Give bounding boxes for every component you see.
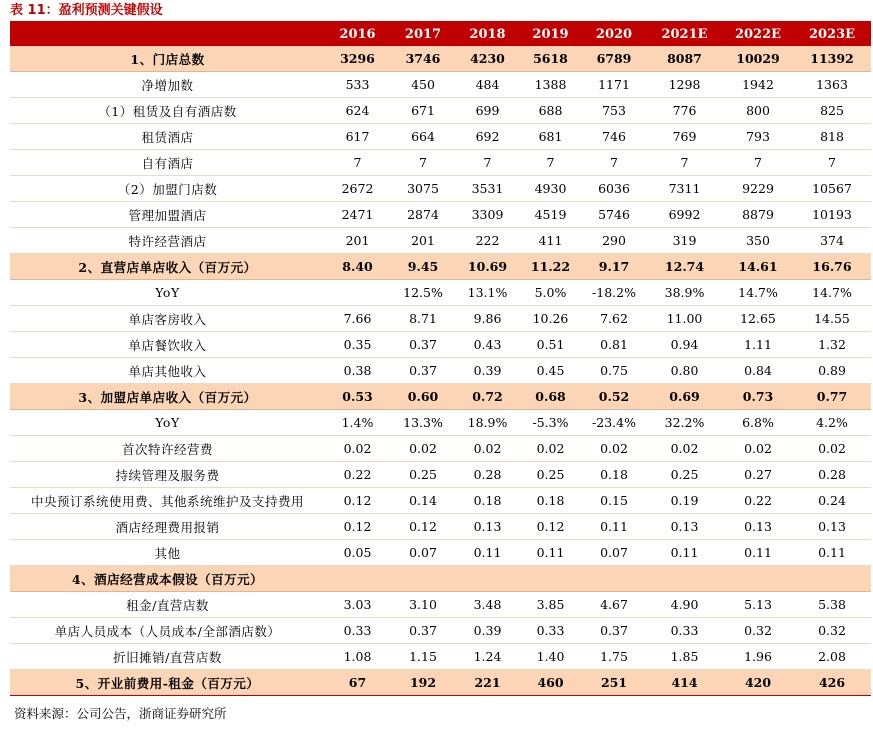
value-cell: 10.69 <box>456 254 519 280</box>
value-cell: 374 <box>793 228 871 254</box>
value-cell: 0.07 <box>390 540 456 566</box>
header-label-cell <box>10 22 325 46</box>
value-cell: 7311 <box>646 176 723 202</box>
value-cell: 4.67 <box>582 592 646 618</box>
value-cell: 681 <box>519 124 582 150</box>
section-row <box>10 670 871 696</box>
value-cell: 4230 <box>456 46 519 72</box>
value-cell: 4.90 <box>646 592 723 618</box>
value-cell: 769 <box>646 124 723 150</box>
row-label: 租赁酒店 <box>10 124 325 150</box>
value-cell: 0.25 <box>519 462 582 488</box>
value-cell: 0.39 <box>456 358 519 384</box>
value-cell: 290 <box>582 228 646 254</box>
header-year-cell: 2020 <box>582 22 646 46</box>
row-label: 折旧摊销/直营店数 <box>10 644 325 670</box>
value-cell: 201 <box>325 228 390 254</box>
value-cell <box>390 566 456 592</box>
value-cell: 3309 <box>456 202 519 228</box>
value-cell: 0.22 <box>723 488 793 514</box>
value-cell: 0.11 <box>723 540 793 566</box>
value-cell: 0.51 <box>519 332 582 358</box>
value-cell: 0.37 <box>390 332 456 358</box>
table-row <box>10 618 871 644</box>
value-cell: 0.13 <box>793 514 871 540</box>
value-cell <box>325 280 390 306</box>
value-cell <box>582 566 646 592</box>
source-note: 资料来源：公司公告，浙商证券研究所 <box>14 706 227 721</box>
value-cell: 13.1% <box>456 280 519 306</box>
value-cell: 10.26 <box>519 306 582 332</box>
value-cell: 6036 <box>582 176 646 202</box>
value-cell <box>456 566 519 592</box>
value-cell: 2.08 <box>793 644 871 670</box>
value-cell: 13.3% <box>390 410 456 436</box>
value-cell: 617 <box>325 124 390 150</box>
value-cell: 484 <box>456 72 519 98</box>
value-cell: 0.15 <box>582 488 646 514</box>
row-label: 1、门店总数 <box>10 46 325 72</box>
value-cell: 0.39 <box>456 618 519 644</box>
value-cell: 0.12 <box>519 514 582 540</box>
value-cell: 3.85 <box>519 592 582 618</box>
value-cell: 0.37 <box>390 358 456 384</box>
header-year-cell: 2022E <box>723 22 793 46</box>
row-label: 5、开业前费用-租金（百万元） <box>10 670 325 696</box>
value-cell: 5.13 <box>723 592 793 618</box>
value-cell: 5.0% <box>519 280 582 306</box>
row-label: YoY <box>10 280 325 306</box>
value-cell: 6992 <box>646 202 723 228</box>
value-cell: 7 <box>723 150 793 176</box>
value-cell: 0.02 <box>582 436 646 462</box>
value-cell: 7.62 <box>582 306 646 332</box>
value-cell: 8.71 <box>390 306 456 332</box>
value-cell: 201 <box>390 228 456 254</box>
value-cell: 350 <box>723 228 793 254</box>
value-cell: 0.94 <box>646 332 723 358</box>
forecast-table <box>10 22 871 696</box>
value-cell: 7 <box>456 150 519 176</box>
value-cell: 16.76 <box>793 254 871 280</box>
value-cell: 319 <box>646 228 723 254</box>
value-cell: 1.75 <box>582 644 646 670</box>
value-cell: 0.11 <box>456 540 519 566</box>
value-cell: 3.10 <box>390 592 456 618</box>
value-cell: 2874 <box>390 202 456 228</box>
value-cell: 0.37 <box>582 618 646 644</box>
value-cell: 0.12 <box>325 488 390 514</box>
value-cell <box>793 566 871 592</box>
value-cell: 0.12 <box>325 514 390 540</box>
value-cell: 12.65 <box>723 306 793 332</box>
value-cell: 1.4% <box>325 410 390 436</box>
value-cell: 0.53 <box>325 384 390 410</box>
value-cell: 2672 <box>325 176 390 202</box>
table-row <box>10 150 871 176</box>
value-cell: 0.02 <box>793 436 871 462</box>
table-row <box>10 488 871 514</box>
value-cell: 4519 <box>519 202 582 228</box>
value-cell: 11.00 <box>646 306 723 332</box>
value-cell: 1298 <box>646 72 723 98</box>
value-cell: 0.80 <box>646 358 723 384</box>
table-row <box>10 124 871 150</box>
value-cell: 0.75 <box>582 358 646 384</box>
value-cell: 0.02 <box>456 436 519 462</box>
header-year-cell: 2016 <box>325 22 390 46</box>
row-label: 特许经营酒店 <box>10 228 325 254</box>
value-cell: 1.32 <box>793 332 871 358</box>
table-row <box>10 228 871 254</box>
value-cell: 0.33 <box>325 618 390 644</box>
value-cell: 800 <box>723 98 793 124</box>
value-cell: 1.15 <box>390 644 456 670</box>
value-cell: 0.11 <box>582 514 646 540</box>
value-cell: 1942 <box>723 72 793 98</box>
value-cell: 7 <box>582 150 646 176</box>
value-cell: 0.72 <box>456 384 519 410</box>
value-cell: 692 <box>456 124 519 150</box>
value-cell: 192 <box>390 670 456 696</box>
value-cell: 818 <box>793 124 871 150</box>
row-label: 首次特许经营费 <box>10 436 325 462</box>
table-title: 表 11：盈利预测关键假设 <box>10 3 163 18</box>
row-label: 单店餐饮收入 <box>10 332 325 358</box>
value-cell: 7.66 <box>325 306 390 332</box>
value-cell: 0.13 <box>646 514 723 540</box>
value-cell: 1.96 <box>723 644 793 670</box>
value-cell: 0.73 <box>723 384 793 410</box>
value-cell: 1.85 <box>646 644 723 670</box>
value-cell: 0.12 <box>390 514 456 540</box>
value-cell: 10029 <box>723 46 793 72</box>
value-cell: 0.22 <box>325 462 390 488</box>
value-cell: 18.9% <box>456 410 519 436</box>
value-cell: 1171 <box>582 72 646 98</box>
value-cell <box>646 566 723 592</box>
value-cell: 688 <box>519 98 582 124</box>
value-cell: 411 <box>519 228 582 254</box>
value-cell: 3296 <box>325 46 390 72</box>
value-cell: -23.4% <box>582 410 646 436</box>
value-cell: 11.22 <box>519 254 582 280</box>
value-cell: 7 <box>325 150 390 176</box>
value-cell: 825 <box>793 98 871 124</box>
value-cell: 10193 <box>793 202 871 228</box>
row-label: 单店人员成本（人员成本/全部酒店数） <box>10 618 325 644</box>
value-cell: 0.14 <box>390 488 456 514</box>
value-cell: 3531 <box>456 176 519 202</box>
row-label: 3、加盟店单店收入（百万元） <box>10 384 325 410</box>
value-cell: 222 <box>456 228 519 254</box>
header-year-cell: 2018 <box>456 22 519 46</box>
value-cell: 0.84 <box>723 358 793 384</box>
value-cell: 32.2% <box>646 410 723 436</box>
value-cell: 671 <box>390 98 456 124</box>
value-cell: 1.11 <box>723 332 793 358</box>
value-cell: 0.11 <box>646 540 723 566</box>
value-cell: 12.5% <box>390 280 456 306</box>
row-label: 酒店经理费用报销 <box>10 514 325 540</box>
value-cell: 4930 <box>519 176 582 202</box>
value-cell: 460 <box>519 670 582 696</box>
value-cell: 0.28 <box>456 462 519 488</box>
value-cell: 0.02 <box>646 436 723 462</box>
table-row <box>10 202 871 228</box>
value-cell: 0.02 <box>519 436 582 462</box>
value-cell: 3075 <box>390 176 456 202</box>
value-cell: 0.77 <box>793 384 871 410</box>
section-row <box>10 46 871 72</box>
value-cell: 0.35 <box>325 332 390 358</box>
value-cell: 8087 <box>646 46 723 72</box>
header-year-cell: 2019 <box>519 22 582 46</box>
value-cell: 67 <box>325 670 390 696</box>
row-label: 2、直营店单店收入（百万元） <box>10 254 325 280</box>
table-row <box>10 98 871 124</box>
row-label: 持续管理及服务费 <box>10 462 325 488</box>
value-cell: 2471 <box>325 202 390 228</box>
value-cell: 0.37 <box>390 618 456 644</box>
value-cell: 0.45 <box>519 358 582 384</box>
row-label: （1）租赁及自有酒店数 <box>10 98 325 124</box>
value-cell: 0.11 <box>793 540 871 566</box>
value-cell: 10567 <box>793 176 871 202</box>
value-cell: 753 <box>582 98 646 124</box>
value-cell: 533 <box>325 72 390 98</box>
table-row <box>10 280 871 306</box>
row-label: YoY <box>10 410 325 436</box>
value-cell: 1.40 <box>519 644 582 670</box>
value-cell: 251 <box>582 670 646 696</box>
value-cell: 0.18 <box>519 488 582 514</box>
header-year-cell: 2017 <box>390 22 456 46</box>
header-year-cell: 2021E <box>646 22 723 46</box>
value-cell: 0.18 <box>582 462 646 488</box>
value-cell: 12.74 <box>646 254 723 280</box>
value-cell: 221 <box>456 670 519 696</box>
table-row <box>10 358 871 384</box>
value-cell: 1.08 <box>325 644 390 670</box>
value-cell: 0.33 <box>519 618 582 644</box>
table-row <box>10 72 871 98</box>
value-cell: 9.45 <box>390 254 456 280</box>
value-cell: 7 <box>646 150 723 176</box>
value-cell: 1363 <box>793 72 871 98</box>
section-row <box>10 566 871 592</box>
table-row <box>10 592 871 618</box>
row-label: （2）加盟门店数 <box>10 176 325 202</box>
value-cell: 0.38 <box>325 358 390 384</box>
value-cell: 3746 <box>390 46 456 72</box>
row-label: 单店客房收入 <box>10 306 325 332</box>
value-cell: 14.7% <box>723 280 793 306</box>
value-cell: 0.33 <box>646 618 723 644</box>
row-label: 其他 <box>10 540 325 566</box>
value-cell: 3.03 <box>325 592 390 618</box>
value-cell: -18.2% <box>582 280 646 306</box>
value-cell: 426 <box>793 670 871 696</box>
value-cell: 624 <box>325 98 390 124</box>
value-cell: 0.32 <box>793 618 871 644</box>
value-cell: 14.7% <box>793 280 871 306</box>
value-cell: 450 <box>390 72 456 98</box>
value-cell: 793 <box>723 124 793 150</box>
value-cell: 0.52 <box>582 384 646 410</box>
header-year-cell: 2023E <box>793 22 871 46</box>
table-row <box>10 410 871 436</box>
value-cell <box>519 566 582 592</box>
row-label: 租金/直营店数 <box>10 592 325 618</box>
value-cell: 0.24 <box>793 488 871 514</box>
value-cell: 7 <box>390 150 456 176</box>
value-cell: 8.40 <box>325 254 390 280</box>
header-row <box>10 22 871 46</box>
section-row <box>10 254 871 280</box>
value-cell: 0.81 <box>582 332 646 358</box>
value-cell: 14.61 <box>723 254 793 280</box>
value-cell: 0.02 <box>723 436 793 462</box>
value-cell: 776 <box>646 98 723 124</box>
value-cell: 0.18 <box>456 488 519 514</box>
table-row <box>10 540 871 566</box>
table-row <box>10 306 871 332</box>
table-row <box>10 644 871 670</box>
value-cell: 0.68 <box>519 384 582 410</box>
value-cell <box>325 566 390 592</box>
value-cell: 0.25 <box>390 462 456 488</box>
row-label: 单店其他收入 <box>10 358 325 384</box>
value-cell: 0.32 <box>723 618 793 644</box>
value-cell: 0.19 <box>646 488 723 514</box>
value-cell: 664 <box>390 124 456 150</box>
value-cell: 6.8% <box>723 410 793 436</box>
row-label: 自有酒店 <box>10 150 325 176</box>
value-cell: 6789 <box>582 46 646 72</box>
value-cell: 9229 <box>723 176 793 202</box>
row-label: 4、酒店经营成本假设（百万元） <box>10 566 325 592</box>
value-cell: 14.55 <box>793 306 871 332</box>
value-cell: 4.2% <box>793 410 871 436</box>
section-row <box>10 384 871 410</box>
row-label: 净增加数 <box>10 72 325 98</box>
value-cell: 0.89 <box>793 358 871 384</box>
value-cell: -5.3% <box>519 410 582 436</box>
value-cell: 9.17 <box>582 254 646 280</box>
value-cell: 0.02 <box>390 436 456 462</box>
value-cell: 3.48 <box>456 592 519 618</box>
value-cell: 0.60 <box>390 384 456 410</box>
value-cell: 746 <box>582 124 646 150</box>
value-cell: 38.9% <box>646 280 723 306</box>
value-cell: 0.11 <box>519 540 582 566</box>
value-cell: 0.13 <box>723 514 793 540</box>
value-cell: 5.38 <box>793 592 871 618</box>
value-cell: 11392 <box>793 46 871 72</box>
table-row <box>10 436 871 462</box>
value-cell: 5746 <box>582 202 646 228</box>
row-label: 中央预订系统使用费、其他系统维护及支持费用 <box>10 488 325 514</box>
table-row <box>10 332 871 358</box>
value-cell <box>723 566 793 592</box>
value-cell: 699 <box>456 98 519 124</box>
value-cell: 9.86 <box>456 306 519 332</box>
value-cell: 0.13 <box>456 514 519 540</box>
value-cell: 1.24 <box>456 644 519 670</box>
value-cell: 0.07 <box>582 540 646 566</box>
value-cell: 0.02 <box>325 436 390 462</box>
table-row <box>10 514 871 540</box>
value-cell: 0.25 <box>646 462 723 488</box>
value-cell: 7 <box>519 150 582 176</box>
value-cell: 5618 <box>519 46 582 72</box>
value-cell: 420 <box>723 670 793 696</box>
value-cell: 414 <box>646 670 723 696</box>
row-label: 管理加盟酒店 <box>10 202 325 228</box>
value-cell: 0.05 <box>325 540 390 566</box>
value-cell: 1388 <box>519 72 582 98</box>
table-row <box>10 462 871 488</box>
value-cell: 8879 <box>723 202 793 228</box>
value-cell: 0.69 <box>646 384 723 410</box>
value-cell: 0.43 <box>456 332 519 358</box>
value-cell: 0.27 <box>723 462 793 488</box>
table-row <box>10 176 871 202</box>
value-cell: 7 <box>793 150 871 176</box>
value-cell: 0.28 <box>793 462 871 488</box>
